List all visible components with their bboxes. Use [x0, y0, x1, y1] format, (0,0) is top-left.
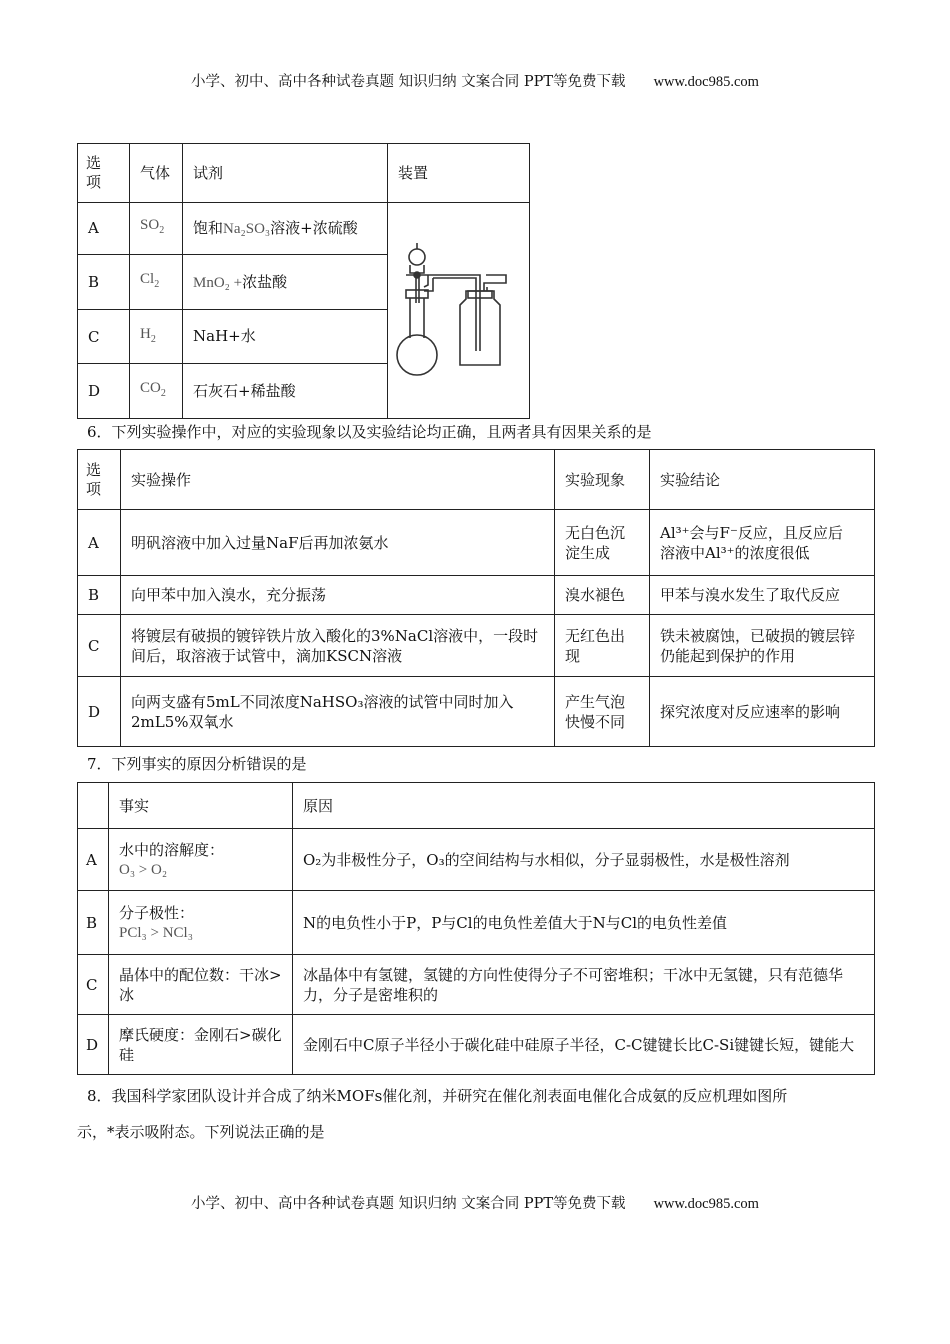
q6-table: 选 项 实验操作 实验现象 实验结论 A 明矾溶液中加入过量NaF后再加浓氨水 无白色沉淀生成 Al³⁺会与F⁻反应，且反应后 溶液中Al³⁺的浓度很低 B 向甲苯中加入溴水，充分振荡 溴水褪色 甲苯与溴水发生了取代反应 C 将镀层有破损的镀锌铁片放入酸化的3%NaCl溶液中，一段时间后，取溶液于试管中，滴加KSCN溶液 无红色出现 铁未被腐蚀，已破损的镀层锌仍能起到保护的作用 D 向两支盛有5mL不同浓度NaHSO₃溶液的试管中同时加入2mL5%双氧水 产生气泡快慢不同 探究浓度对反应速率的影响 — [77, 449, 875, 747]
q7-table: 事实 原因 A 水中的溶解度： O₃ > O₂ O₂为非极性分子，O₃的空间结构与水相似，分子显弱极性，水是极性溶剂 B 分子极性： PCl₃ > NCl₃ N的电负性小于P，P与Cl的电负性差值大于N与Cl的电负性差值 C 晶体中的配位数：干冰>冰 冰晶体中有氢键，氢键的方向性使得分子不可密堆积；干冰中无氢键，只有范德华力，分子是密堆积的 D 摩氏硬度：金刚石>碳化硅 金刚石中C原子半径小于碳化硅中硅原子半径，C-C键键长比C-Si键键长短，键能大 — [77, 782, 875, 1075]
header-reagent: 试剂 — [183, 144, 388, 203]
q7-stem: 7．下列事实的原因分析错误的是 — [87, 755, 307, 773]
table-row: C 晶体中的配位数：干冰>冰 冰晶体中有氢键，氢键的方向性使得分子不可密堆积；干冰中无氢键，只有范德华力，分子是密堆积的 — [78, 955, 875, 1015]
table-row: D 摩氏硬度：金刚石>碳化硅 金刚石中C原子半径小于碳化硅中硅原子半径，C-C键键长比C-Si键键长短，键能大 — [78, 1015, 875, 1075]
q6-stem: 6．下列实验操作中，对应的实验现象以及实验结论均正确，且两者具有因果关系的是 — [87, 423, 652, 441]
q8-line2: 示，*表示吸附态。下列说法正确的是 — [77, 1123, 325, 1141]
q5-table — [77, 143, 530, 419]
header-apparatus: 装置 — [388, 144, 530, 203]
footer-url: www.doc985.com — [653, 1196, 759, 1212]
q8-line1: 8．我国科学家团队设计并合成了纳米MOFs催化剂，并研究在催化剂表面电催化合成氨的反应机理如图所 — [87, 1087, 788, 1105]
header-url: www.doc985.com — [653, 74, 759, 90]
table-row: C $H_2$ NaH+水 — [78, 310, 530, 364]
table-row: A $SO_2$ 饱和Na₂SO₃溶液+浓硫酸 — [78, 203, 530, 255]
footer-text: 小学、初中、高中各种试卷真题 知识归纳 文案合同 PPT等免费下载 — [191, 1196, 626, 1212]
header-option: 选 项 — [78, 144, 130, 203]
table-row: B 分子极性： PCl₃ > NCl₃ N的电负性小于P，P与Cl的电负性差值大于N与Cl的电负性差值 — [78, 891, 875, 955]
table-row: D 向两支盛有5mL不同浓度NaHSO₃溶液的试管中同时加入2mL5%双氧水 产生气泡快慢不同 探究浓度对反应速率的影响 — [78, 677, 875, 747]
header-gas: 气体 — [130, 144, 183, 203]
table-row: D $CO_2$ 石灰石+稀盐酸 — [78, 364, 530, 419]
table-row: B $Cl_2$ MnO₂ +浓盐酸 — [78, 254, 530, 310]
apparatus-cell — [388, 203, 530, 419]
apparatus-diagram — [388, 203, 528, 413]
table-row: A 明矾溶液中加入过量NaF后再加浓氨水 无白色沉淀生成 Al³⁺会与F⁻反应，且反应后 溶液中Al³⁺的浓度很低 — [78, 510, 875, 576]
table-row: C 将镀层有破损的镀锌铁片放入酸化的3%NaCl溶液中，一段时间后，取溶液于试管中，滴加KSCN溶液 无红色出现 铁未被腐蚀，已破损的镀层锌仍能起到保护的作用 — [78, 615, 875, 677]
page-header — [0, 70, 950, 91]
header-text: 小学、初中、高中各种试卷真题 知识归纳 文案合同 PPT等免费下载 — [191, 74, 626, 90]
table-row: B 向甲苯中加入溴水，充分振荡 溴水褪色 甲苯与溴水发生了取代反应 — [78, 576, 875, 615]
header-option: 选 项 — [78, 450, 121, 510]
table-row: A 水中的溶解度： O₃ > O₂ O₂为非极性分子，O₃的空间结构与水相似，分子显弱极性，水是极性溶剂 — [78, 829, 875, 891]
page-footer — [0, 1192, 950, 1213]
